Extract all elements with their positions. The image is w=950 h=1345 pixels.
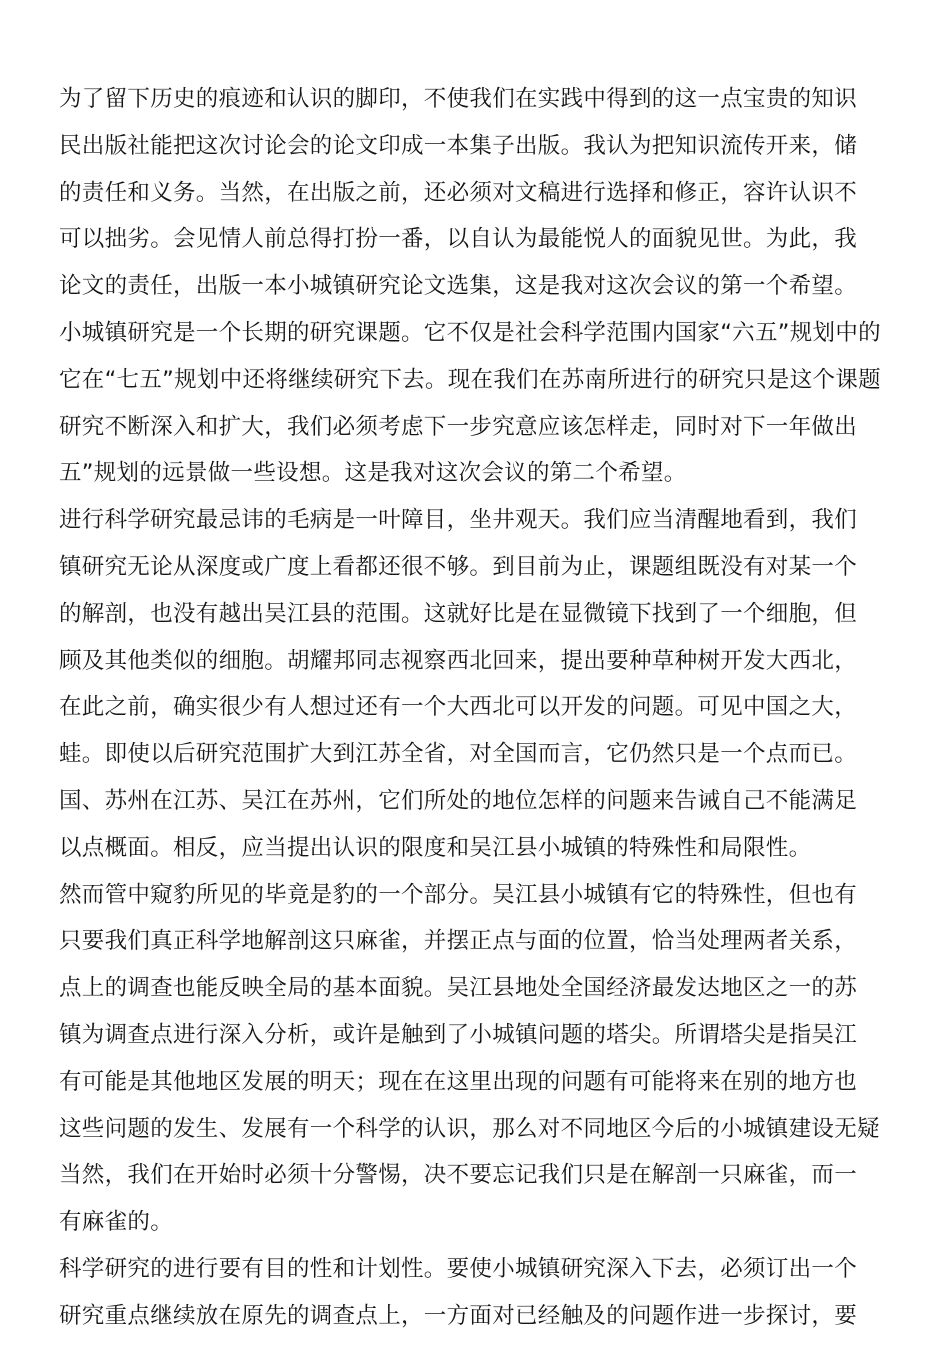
text-line: 镇研究无论从深度或广度上看都还很不够。到目前为止，课题组既没有对某一个 <box>59 553 858 580</box>
text-line: 然而管中窥豹所见的毕竟是豹的一个部分。吴江县小城镇有它的特殊性，但也有 <box>59 881 858 908</box>
text-line: 以点概面。相反，应当提出认识的限度和吴江县小城镇的特殊性和局限性。 <box>59 834 812 861</box>
body-text <box>59 76 950 1340</box>
text-line: 蛙。即使以后研究范围扩大到江苏全省，对全国而言，它仍然只是一个点而已。 <box>59 741 858 768</box>
text-line: 为了留下历史的痕迹和认识的脚印，不使我们在实践中得到的这一点宝贵的知识 <box>59 86 858 112</box>
text-line: 研究不断深入和扩大，我们必须考虑下一步究意应该怎样走，同时对下一年做出 <box>59 413 858 440</box>
text-line: 当然，我们在开始时必须十分警惕，决不要忘记我们只是在解剖一只麻雀，而一 <box>59 1162 858 1189</box>
text-line: 的责任和义务。当然，在出版之前，还必须对文稿进行选择和修正，容许认识不 <box>59 179 858 206</box>
text-line: 的解剖，也没有越出吴江县的范围。这就好比是在显微镜下找到了一个细胞，但 <box>59 600 858 627</box>
text-line: 有麻雀的。 <box>59 1209 174 1236</box>
text-line: 这些问题的发生、发展有一个科学的认识，那么对不同地区今后的小城镇建设无疑 <box>59 1115 880 1142</box>
text-line: 论文的责任，出版一本小城镇研究论文选集，这是我对这次会议的第一个希望。 <box>59 273 858 300</box>
text-line: 点上的调查也能反映全局的基本面貌。吴江县地处全国经济最发达地区之一的苏 <box>59 975 858 1002</box>
text-line: 可以拙劣。会见情人前总得打扮一番，以自认为最能悦人的面貌见世。为此，我 <box>59 226 858 253</box>
text-line: 有可能是其他地区发展的明天；现在在这里出现的问题有可能将来在别的地方也 <box>59 1068 858 1095</box>
text-line: 科学研究的进行要有目的性和计划性。要使小城镇研究深入下去，必须订出一个 <box>59 1255 858 1282</box>
text-line: 研究重点继续放在原先的调查点上，一方面对已经触及的问题作进一步探讨，要 <box>59 1302 858 1329</box>
text-line: 在此之前，确实很少有人想过还有一个大西北可以开发的问题。可见中国之大， <box>59 694 858 721</box>
text-line: 镇为调查点进行深入分析，或许是触到了小城镇问题的塔尖。所谓塔尖是指吴江 <box>59 1021 858 1048</box>
text-line: 只要我们真正科学地解剖这只麻雀，并摆正点与面的位置，恰当处理两者关系， <box>59 928 858 955</box>
text-line: 进行科学研究最忌讳的毛病是一叶障目，坐井观天。我们应当清醒地看到，我们 <box>59 507 858 534</box>
text-line: 民出版社能把这次讨论会的论文印成一本集子出版。我认为把知识流传开来，储 <box>59 132 858 159</box>
text-line: 国、苏州在江苏、吴江在苏州，它们所处的地位怎样的问题来告诫自己不能满足 <box>59 787 858 814</box>
text-line: 小城镇研究是一个长期的研究课题。它不仅是社会科学范围内国家“六五”规划中的 <box>59 319 881 346</box>
text-line: 它在“七五”规划中还将继续研究下去。现在我们在苏南所进行的研究只是这个课题 <box>59 366 881 393</box>
text-line: 五”规划的远景做一些设想。这是我对这次会议的第二个希望。 <box>59 460 687 487</box>
text-line: 顾及其他类似的细胞。胡耀邦同志视察西北回来，提出要种草种树开发大西北， <box>59 647 858 674</box>
